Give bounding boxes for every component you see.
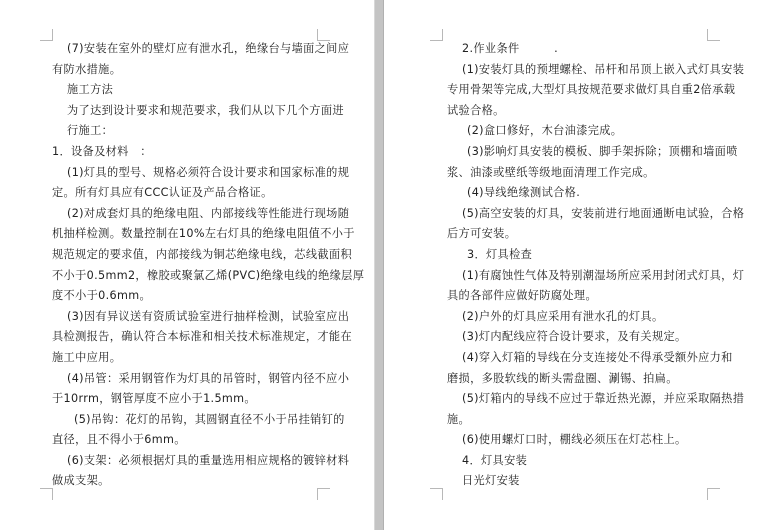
text-line: (5)灯箱内的导线不应过于靠近热光源，并应采取隔热措 [462,392,745,406]
text-line: 专用骨架等完成,大型灯具按规范要求做灯具自重2倍承载 [447,83,736,97]
text-line: 试验合格。 [447,103,505,117]
text-line: (1)安装灯具的预埋螺栓、吊杆和吊顶上嵌入式灯具安装 [462,62,745,76]
text-line: 具检测报告，确认符合本标准和相关技术标准规定，才能在 [52,330,352,344]
text-line: 4．灯具安装 [462,453,528,467]
document-page-right [384,0,760,530]
text-line: 施工方法 [67,83,114,97]
text-line: 1．设备及材料 ： [52,144,152,158]
text-line: 有防水措施。 [52,62,122,76]
text-line: 于10rrm，钢管厚度不应小于1.5mm。 [52,392,256,406]
text-line: 具的各部件应做好防腐处理。 [447,289,597,303]
page-body-text[interactable] [52,39,365,492]
text-line: (4)吊管：采用钢管作为灯具的吊管时，钢管内径不应小 [67,371,350,385]
text-line: 后方可安装。 [447,227,517,241]
text-line: 施工中应用。 [52,350,122,364]
text-line: 施。 [447,412,471,426]
text-line: (6)使用螺灯口时，棚线必须压在灯芯柱上。 [462,433,687,447]
text-line: (7)安装在室外的壁灯应有泄水孔，绝缘台与墙面之间应 [67,42,350,55]
text-line: 机抽样检测。数量控制在10%左右灯具的绝缘电阻值不小于 [52,227,355,241]
text-line: 不小于0.5mm2，橡胶或聚氯乙烯(PVC)绝缘电线的绝缘层厚 [52,268,365,282]
document-page-left [0,0,374,530]
text-line: (3)灯内配线应符合设计要求，及有关规定。 [462,330,687,344]
text-line: 规范规定的要求值，内部接线为铜芯绝缘电线，芯线截面积 [52,247,352,261]
text-line: 2.作业条件 . [462,42,559,55]
text-line: (5)高空安装的灯具，安装前进行地面通断电试验，合格 [462,206,745,220]
text-line: (6)支架：必须根据灯具的重量选用相应规格的镀锌材料 [67,453,350,467]
text-line: (5)吊钩：花灯的吊钩，其圆钢直径不小于吊挂销钉的 [74,412,345,426]
text-line: (1)灯具的型号、规格必须符合设计要求和国家标准的规 [67,165,350,179]
text-line: 行施工： [67,124,114,138]
text-line: (2)户外的灯具应采用有泄水孔的灯具。 [462,309,664,323]
text-line: 日光灯安装 [462,474,520,488]
text-line: 做成支架。 [52,474,110,488]
text-line: 定。所有灯具应有CCC认证及产品合格证。 [52,186,273,200]
text-line: (2)对成套灯具的绝缘电阻、内部接线等性能进行现场随 [67,206,350,220]
text-line: 磨损，多股软线的断头需盘圈、涮锡、拍扁。 [447,371,678,385]
page-body-text[interactable] [447,39,745,492]
text-line: 为了达到设计要求和规范要求，我们从以下几个方面进 [67,103,344,117]
text-line: 浆、油漆或壁纸等级地面清理工作完成。 [447,165,655,179]
text-line: (1)有腐蚀性气体及特别潮湿场所应采用封闭式灯具，灯 [462,268,745,282]
text-line: (4)导线绝缘测试合格. [467,186,581,200]
page-separator [374,0,384,530]
text-line: (4)穿入灯箱的导线在分支连接处不得承受额外应力和 [462,350,733,364]
text-line: (3)因有异议送有资质试验室进行抽样检测，试验室应出 [67,309,350,323]
text-line: (3)影响灯具安装的模板、脚手架拆除；顶棚和墙面喷 [467,144,738,158]
text-line: 3．灯具检查 [467,247,533,261]
text-line: (2)盒口修好，木台油漆完成。 [467,124,623,138]
text-line: 度不小于0.6mm。 [52,289,152,303]
text-line: 直径，且不得小于6mm。 [52,433,186,447]
margin-corner-mark-bottom-left [430,488,443,500]
margin-corner-mark-top-left [430,29,443,41]
